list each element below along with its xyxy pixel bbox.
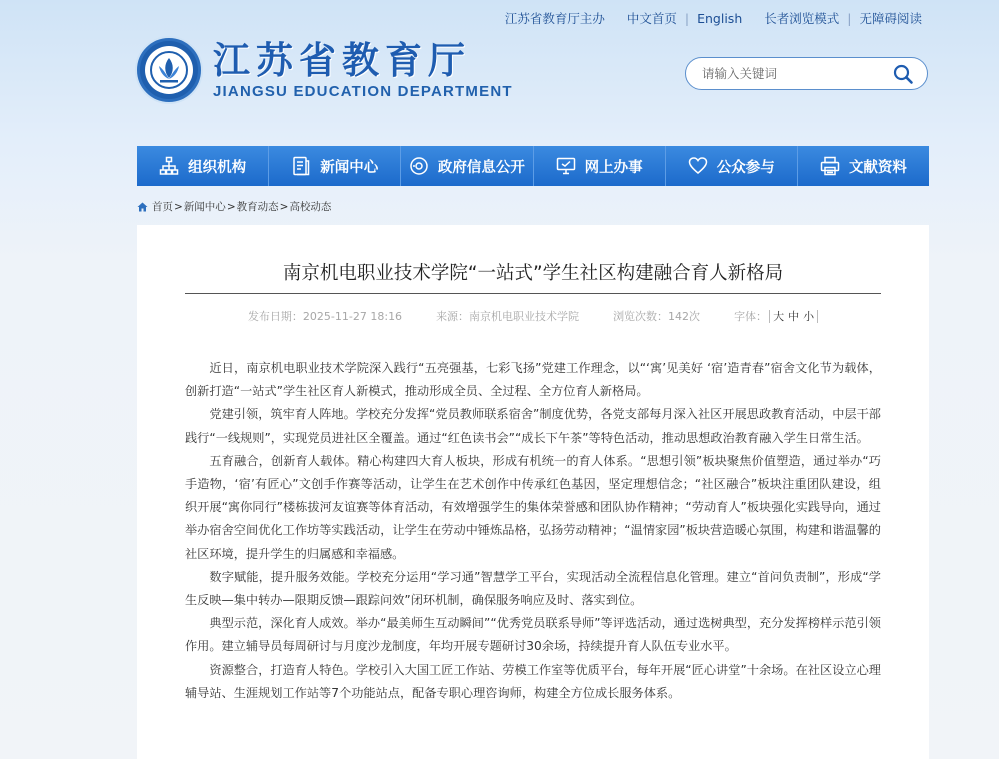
breadcrumb xyxy=(137,199,331,214)
title-divider xyxy=(185,293,881,294)
article-source: 来源：南京机电职业技术学院 xyxy=(436,310,580,323)
breadcrumb-news[interactable]: 新闻中心 xyxy=(183,201,226,213)
breadcrumb-separator: > xyxy=(279,200,289,213)
nav-gov-info[interactable] xyxy=(401,146,533,186)
article-paragraph: 资源整合，打造育人特色。学校引入大国工匠工作站、劳模工作室等优质平台，每年开展“匠心讲堂”十余场。在社区设立心理辅导站、生涯规划工作站等7个功能站点，配备专职心理咨询师，构建全方位成长服务体系。 xyxy=(185,662,881,700)
article-body xyxy=(185,357,881,705)
breadcrumb-separator: > xyxy=(174,200,183,213)
emblem-icon xyxy=(137,38,201,102)
divider: | xyxy=(847,10,852,26)
nav-documents[interactable] xyxy=(798,146,929,186)
nav-label: 新闻中心 xyxy=(320,159,379,176)
nav-label: 网上办事 xyxy=(584,159,643,176)
article-paragraph: 五育融合，创新育人载体。精心构建四大育人板块，形成有机统一的育人体系。“思想引领”板块聚焦价值塑造，通过举办“巧手造物，‘宿’有匠心”文创手作赛等活动，让学生在艺术创作中传承红色基因，坚定理想信念；“社区融合”板块注重团队建设，组织开展“寓你同行”楼栋拔河友谊赛等体育活动，有效增强学生的集体荣誉感和团队协作精神；“劳动育人”板块强化实践导向，通过举办宿舍空间优化工作坊等实践活动，让学生在劳动中锤炼品格，弘扬劳动精神；“温情家园”板块营造暖心氛围，构建和谐温馨的社区环境，提升学生的归属感和幸福感。 xyxy=(185,453,881,561)
nav-label: 政府信息公开 xyxy=(437,159,525,176)
breadcrumb-edu[interactable]: 教育动态 xyxy=(236,201,279,213)
article-title: 南京机电职业技术学院“一站式”学生社区构建融合育人新格局 xyxy=(282,263,784,284)
eye-icon xyxy=(409,156,429,176)
site-logo[interactable] xyxy=(137,38,513,102)
search-icon xyxy=(892,63,914,85)
article-paragraph: 近日，南京机电职业技术学院深入践行“五亮强基，七彩飞扬”党建工作理念，以“‘寓’见美好 ‘宿’造青春”宿舍文化节为载体，创新打造“一站式”学生社区育人新模式，推动形成全员、全过程、全方位育人新格局。 xyxy=(185,361,881,399)
nav-online-service[interactable] xyxy=(534,146,666,186)
article-paragraph: 典型示范，深化育人成效。举办“最美师生互动瞬间”“优秀党员联系导师”等评选活动，通过选树典型，充分发挥榜样示范引领作用。建立辅导员每周研讨与月度沙龙制度，年均开展专题研讨30余场，持续提升育人队伍专业水平。 xyxy=(185,616,881,654)
breadcrumb-univ[interactable]: 高校动态 xyxy=(289,201,332,213)
news-doc-icon xyxy=(291,156,311,176)
divider: | xyxy=(684,10,690,26)
sponsor-text: 江苏省教育厅主办 xyxy=(504,11,605,26)
logo-english-name: JIANGSU EDUCATION DEPARTMENT xyxy=(213,82,513,100)
elder-mode-link[interactable]: 长者浏览模式 xyxy=(764,11,840,26)
nav-public-participation[interactable] xyxy=(666,146,798,186)
search-box xyxy=(685,57,928,90)
font-size-control xyxy=(734,308,818,324)
search-button[interactable] xyxy=(891,63,915,85)
breadcrumb-separator: > xyxy=(226,200,236,213)
view-count: 浏览次数：142次 xyxy=(613,310,701,323)
nav-label: 文献资料 xyxy=(848,159,907,176)
font-medium-button[interactable]: 中 xyxy=(788,310,800,323)
accessible-reading-link[interactable]: 无障碍阅读 xyxy=(859,11,922,26)
article-paragraph: 数字赋能，提升服务效能。学校充分运用“学习通”智慧学工平台，实现活动全流程信息化管理。建立“首问负责制”，形成“学生反映—集中转办—限期反馈—跟踪问效”闭环机制，确保服务响应及时、落实到位。 xyxy=(185,569,881,608)
article-meta xyxy=(137,308,929,324)
home-icon xyxy=(137,202,148,212)
nav-label: 组织机构 xyxy=(188,159,247,176)
cn-home-link[interactable]: 中文首页 xyxy=(626,11,677,26)
publish-date: 发布日期：2025-11-27 18:16 xyxy=(247,310,403,323)
monitor-icon xyxy=(556,156,576,176)
nav-label: 公众参与 xyxy=(716,159,775,176)
logo-chinese-name: 江苏省教育厅 xyxy=(213,38,471,82)
top-links-bar xyxy=(505,9,922,27)
main-nav xyxy=(137,146,929,186)
font-size-label: 字体： xyxy=(734,310,768,323)
nav-org[interactable] xyxy=(137,146,269,186)
font-large-button[interactable]: 大 xyxy=(773,310,785,323)
font-small-button[interactable]: 小 xyxy=(803,310,815,323)
printer-icon xyxy=(820,156,840,176)
article-paragraph: 党建引领，筑牢育人阵地。学校充分发挥“党员教师联系宿舍”制度优势，各党支部每月深入社区开展思政教育活动，中层干部践行“一线规则”，实现党员进社区全覆盖。通过“红色读书会”“成长下午茶”等特色活动，推动思想政治教育融入学生日常生活。 xyxy=(185,407,881,445)
nav-news[interactable] xyxy=(269,146,401,186)
search-input[interactable] xyxy=(702,66,877,81)
article-panel xyxy=(137,225,929,759)
org-chart-icon xyxy=(159,156,179,176)
breadcrumb-home[interactable]: 首页 xyxy=(152,201,173,213)
heart-icon xyxy=(688,156,708,176)
english-link[interactable]: English xyxy=(697,10,743,26)
